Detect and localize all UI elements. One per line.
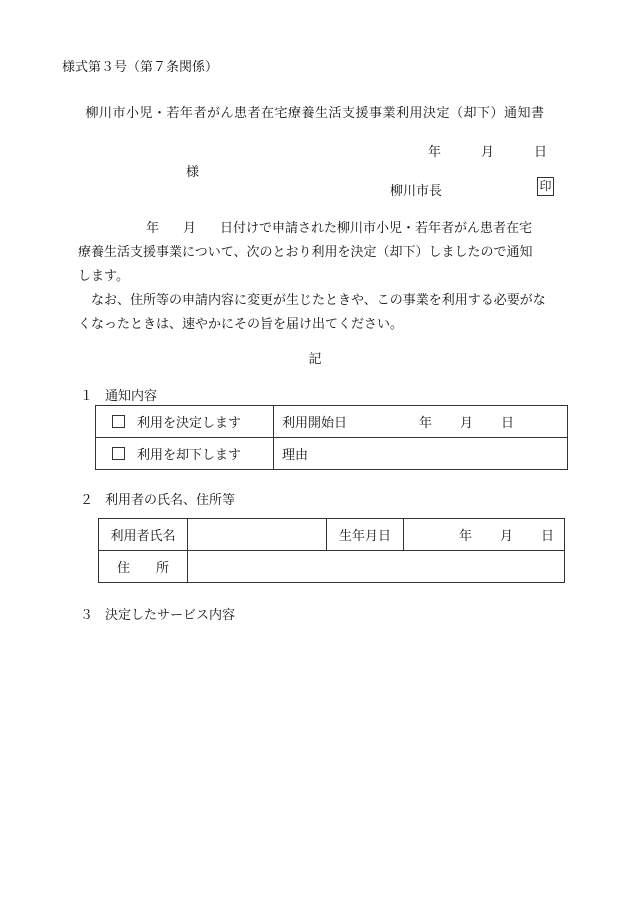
birth-label-cell — [327, 519, 404, 551]
table-row — [99, 551, 565, 583]
start-date-label: 利用開始日 — [282, 416, 348, 431]
approve-checkbox[interactable] — [112, 415, 125, 428]
section2-number: ２ — [80, 493, 94, 508]
body-p2-line2: くなったときは、速やかにその旨を届け出てください。 — [78, 317, 404, 332]
start-date-month: 月 — [460, 416, 474, 431]
section1-number: １ — [80, 389, 94, 404]
body-line2: 療養生活支援事業について、次のとおり利用を決定（却下）しましたので通知 — [78, 245, 533, 260]
body-line3: します。 — [78, 269, 129, 284]
body-year: 年 — [146, 221, 160, 236]
document-title: 柳川市小児・若年者がん患者在宅療養生活支援事業利用決定（却下）通知書 — [85, 106, 545, 121]
address-label-cell — [99, 551, 188, 583]
ki-heading: 記 — [308, 352, 322, 367]
notice-body — [78, 217, 568, 337]
mayor-title: 柳川市長 — [390, 184, 443, 199]
reason-cell — [274, 438, 568, 470]
body-line1-rest: 日付けで申請された柳川市小児・若年者がん患者在宅 — [220, 221, 533, 236]
form-number: 様式第３号（第７条関係） — [62, 60, 219, 75]
section2-title: 利用者の氏名、住所等 — [105, 493, 236, 508]
section3-title: 決定したサービス内容 — [105, 608, 236, 623]
name-label: 利用者氏名 — [110, 529, 176, 544]
body-month: 月 — [183, 221, 197, 236]
section3-number: ３ — [80, 608, 94, 623]
reason-label: 理由 — [282, 448, 309, 463]
table-row — [99, 519, 565, 551]
birth-month: 月 — [499, 529, 513, 544]
section3-heading — [80, 604, 235, 623]
reject-option-label: 利用を却下します — [137, 448, 242, 463]
user-info-table — [98, 518, 565, 583]
birth-label: 生年月日 — [338, 529, 391, 544]
table-row — [96, 438, 568, 470]
section1-heading — [80, 385, 157, 404]
issue-date — [428, 141, 547, 160]
body-p2-line1: なお、住所等の申請内容に変更が生じたときや、この事業を利用する必要がな — [91, 293, 546, 308]
section1-title: 通知内容 — [105, 389, 158, 404]
start-date-day: 日 — [501, 416, 515, 431]
birth-day: 日 — [540, 529, 554, 544]
name-value-cell[interactable] — [188, 519, 327, 551]
start-date-cell — [274, 406, 568, 438]
address-value-cell[interactable] — [188, 551, 565, 583]
addressee-suffix: 様 — [186, 165, 200, 180]
reject-option-cell — [96, 438, 274, 470]
birth-value-cell[interactable] — [404, 519, 565, 551]
reject-checkbox[interactable] — [112, 447, 125, 460]
issue-date-day: 日 — [534, 145, 548, 160]
section2-heading — [80, 489, 235, 508]
start-date-year: 年 — [419, 416, 433, 431]
address-label: 住 所 — [116, 561, 169, 576]
body-paragraph-2 — [78, 289, 568, 337]
approve-option-label: 利用を決定します — [137, 416, 242, 431]
issue-date-month: 月 — [481, 145, 495, 160]
issue-date-year: 年 — [428, 145, 442, 160]
table-row — [96, 406, 568, 438]
name-label-cell — [99, 519, 188, 551]
seal-mark: 印 — [537, 177, 554, 196]
birth-year: 年 — [458, 529, 472, 544]
approve-option-cell — [96, 406, 274, 438]
notice-content-table — [95, 405, 568, 470]
body-paragraph-1 — [78, 217, 568, 289]
